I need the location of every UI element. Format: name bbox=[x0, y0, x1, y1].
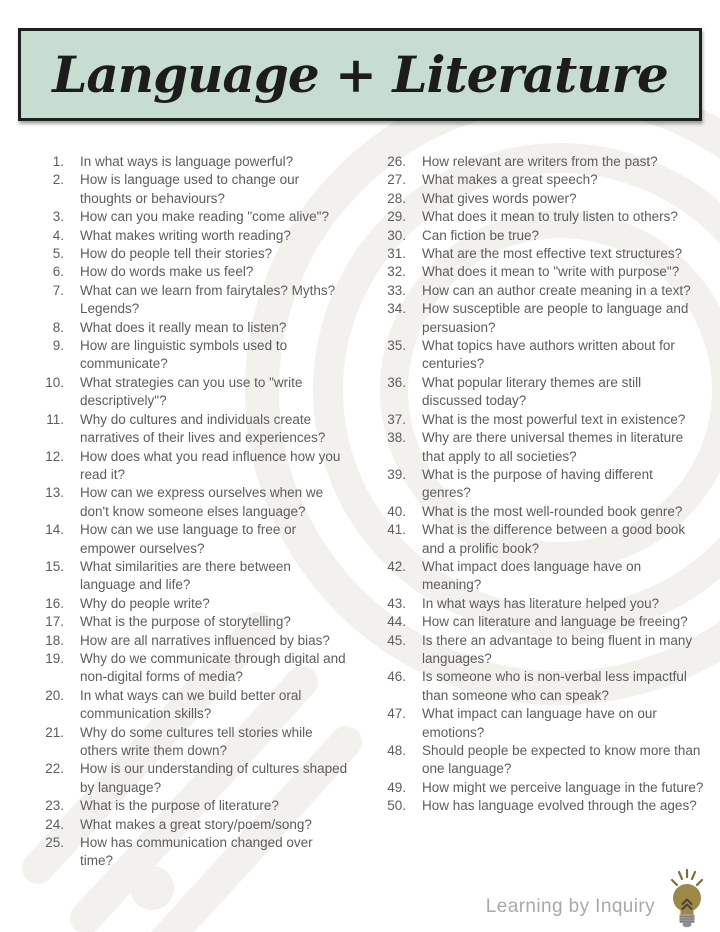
question-text: How has communication changed over time? bbox=[80, 835, 313, 869]
question-item bbox=[40, 411, 348, 448]
question-text: What strategies can you use to "write descriptively"? bbox=[80, 374, 303, 409]
question-number: 2. bbox=[52, 172, 64, 188]
question-number: 1. bbox=[52, 154, 64, 169]
question-column-left bbox=[40, 153, 348, 871]
question-text: How do words make us feel? bbox=[80, 264, 254, 280]
question-item bbox=[40, 760, 348, 797]
page-title: Language + Literature bbox=[52, 45, 668, 104]
question-text: What is the most powerful text in existence? bbox=[422, 411, 686, 427]
question-text: Should people be expected to know more than one language? bbox=[422, 743, 701, 777]
question-number: 25. bbox=[45, 835, 64, 851]
question-text: Why are there universal themes in literature that apply to all societies? bbox=[422, 430, 684, 464]
question-text: What similarities are there between language and life? bbox=[80, 558, 291, 593]
question-text: How susceptible are people to language and persuasion? bbox=[422, 301, 689, 335]
question-number: 18. bbox=[45, 632, 64, 648]
question-text: What makes writing worth reading? bbox=[80, 227, 291, 243]
question-number: 36. bbox=[387, 374, 406, 390]
question-number: 45. bbox=[387, 632, 406, 648]
question-item bbox=[40, 816, 348, 834]
question-number: 34. bbox=[387, 301, 406, 317]
question-number: 17. bbox=[45, 614, 64, 630]
question-text: What topics have authors written about for centuries? bbox=[422, 338, 675, 372]
question-number: 22. bbox=[45, 761, 64, 777]
question-number: 29. bbox=[387, 209, 406, 225]
question-number: 32. bbox=[387, 264, 406, 280]
question-item bbox=[382, 797, 704, 815]
question-number: 5. bbox=[52, 246, 64, 262]
question-item bbox=[40, 632, 348, 650]
question-number: 8. bbox=[52, 319, 64, 335]
question-item bbox=[40, 558, 348, 595]
question-text: What is the purpose of literature? bbox=[80, 798, 279, 814]
question-item bbox=[40, 650, 348, 687]
question-item bbox=[40, 337, 348, 374]
question-item bbox=[382, 227, 704, 245]
question-number: 39. bbox=[387, 466, 406, 482]
question-text: What can we learn from fairytales? Myths? Legends? bbox=[80, 282, 336, 317]
question-number: 3. bbox=[52, 209, 64, 225]
question-text: How does what you read influence how you read it? bbox=[80, 448, 341, 482]
question-item bbox=[40, 595, 348, 613]
question-text: How might we perceive language in the future? bbox=[422, 779, 704, 795]
question-number: 28. bbox=[387, 190, 406, 206]
question-item bbox=[382, 595, 704, 613]
brand-name: Learning by Inquiry bbox=[485, 896, 655, 917]
question-number: 21. bbox=[45, 724, 64, 740]
question-text: Why do people write? bbox=[80, 595, 210, 611]
question-item bbox=[382, 208, 704, 226]
question-text: What does it mean to "write with purpose"? bbox=[422, 264, 680, 280]
question-text: What are the most effective text structures? bbox=[422, 246, 683, 262]
question-item bbox=[40, 227, 348, 245]
question-number: 38. bbox=[387, 430, 406, 446]
question-item bbox=[40, 797, 348, 815]
question-item bbox=[40, 521, 348, 558]
question-item bbox=[382, 705, 704, 742]
question-item bbox=[40, 687, 348, 724]
question-text: What makes a great speech? bbox=[422, 172, 598, 188]
question-text: What is the difference between a good book and a prolific book? bbox=[422, 522, 686, 556]
question-text: How are all narratives influenced by bias? bbox=[80, 632, 330, 648]
question-item bbox=[40, 171, 348, 208]
question-text: Can fiction be true? bbox=[422, 227, 540, 243]
question-item bbox=[382, 558, 704, 595]
question-item bbox=[382, 668, 704, 705]
question-text: What is the purpose of storytelling? bbox=[80, 614, 291, 630]
question-item bbox=[382, 190, 704, 208]
question-text: How can we express ourselves when we don't know someone elses language? bbox=[80, 485, 324, 519]
question-item bbox=[382, 466, 704, 503]
question-number: 26. bbox=[387, 154, 406, 169]
question-number: 20. bbox=[45, 687, 64, 703]
question-number: 24. bbox=[45, 816, 64, 832]
question-number: 14. bbox=[45, 522, 64, 538]
question-text: What does it really mean to listen? bbox=[80, 319, 287, 335]
question-text: What is the purpose of having different genres? bbox=[422, 466, 653, 501]
question-item bbox=[382, 411, 704, 429]
question-item bbox=[40, 724, 348, 761]
question-item bbox=[382, 742, 704, 779]
question-text: How are linguistic symbols used to communicate? bbox=[80, 338, 288, 372]
question-item bbox=[40, 153, 348, 171]
question-number: 48. bbox=[387, 743, 406, 758]
question-number: 43. bbox=[387, 595, 406, 611]
question-number: 16. bbox=[45, 595, 64, 611]
question-text: What makes a great story/poem/song? bbox=[80, 816, 312, 832]
question-text: What impact can language have on our emotions? bbox=[422, 706, 657, 740]
question-text: Why do some cultures tell stories while others write them down? bbox=[80, 724, 313, 758]
question-text: What popular literary themes are still discussed today? bbox=[422, 374, 642, 409]
question-text: In what ways has literature helped you? bbox=[422, 595, 660, 611]
question-item bbox=[382, 521, 704, 558]
question-item bbox=[382, 632, 704, 669]
question-number: 30. bbox=[387, 227, 406, 243]
question-text: Is someone who is non-verbal less impactful than someone who can speak? bbox=[422, 669, 687, 703]
question-text: How do people tell their stories? bbox=[80, 246, 273, 262]
question-text: What impact does language have on meaning? bbox=[422, 558, 642, 593]
question-item bbox=[40, 208, 348, 226]
question-number: 27. bbox=[387, 172, 406, 188]
question-number: 15. bbox=[45, 558, 64, 574]
question-column-right bbox=[382, 153, 704, 871]
question-number: 6. bbox=[52, 264, 64, 280]
lightbulb-icon bbox=[663, 868, 710, 930]
question-text: What does it mean to truly listen to others? bbox=[422, 209, 678, 225]
question-text: Why do we communicate through digital and non-digital forms of media? bbox=[80, 650, 346, 685]
question-item bbox=[40, 282, 348, 319]
question-item bbox=[382, 245, 704, 263]
question-number: 41. bbox=[387, 522, 406, 538]
question-number: 12. bbox=[45, 448, 64, 464]
question-number: 9. bbox=[52, 338, 64, 354]
question-item bbox=[40, 245, 348, 263]
question-item bbox=[40, 613, 348, 631]
question-text: In what ways can we build better oral communication skills? bbox=[80, 687, 302, 722]
question-number: 10. bbox=[45, 374, 64, 390]
question-text: Why do cultures and individuals create narratives of their lives and experiences? bbox=[80, 411, 326, 446]
question-number: 49. bbox=[387, 779, 406, 795]
question-item bbox=[40, 834, 348, 871]
question-text: What gives words power? bbox=[422, 190, 577, 206]
question-number: 42. bbox=[387, 558, 406, 574]
question-number: 47. bbox=[387, 706, 406, 722]
question-number: 4. bbox=[52, 227, 64, 243]
question-item bbox=[40, 448, 348, 485]
question-text: In what ways is language powerful? bbox=[80, 154, 294, 169]
question-number: 7. bbox=[52, 282, 64, 298]
question-item bbox=[382, 613, 704, 631]
question-text: How can an author create meaning in a text? bbox=[422, 282, 691, 298]
question-number: 23. bbox=[45, 798, 64, 814]
question-number: 13. bbox=[45, 485, 64, 501]
question-list bbox=[40, 153, 706, 871]
question-item bbox=[382, 337, 704, 374]
question-item bbox=[382, 153, 704, 171]
question-number: 50. bbox=[387, 798, 406, 814]
question-number: 11. bbox=[46, 411, 64, 427]
question-item bbox=[40, 319, 348, 337]
question-item bbox=[40, 374, 348, 411]
question-item bbox=[382, 300, 704, 337]
question-item bbox=[382, 374, 704, 411]
question-text: How is language used to change our thoughts or behaviours? bbox=[80, 172, 300, 206]
question-number: 19. bbox=[45, 650, 64, 666]
question-number: 40. bbox=[387, 503, 406, 519]
question-text: How can we use language to free or empower ourselves? bbox=[80, 522, 297, 556]
question-number: 33. bbox=[387, 282, 406, 298]
question-number: 31. bbox=[387, 246, 406, 262]
question-text: How can literature and language be freeing? bbox=[422, 614, 688, 630]
question-number: 46. bbox=[387, 669, 406, 685]
question-item bbox=[382, 282, 704, 300]
question-text: How is our understanding of cultures shaped by language? bbox=[80, 761, 348, 795]
question-number: 44. bbox=[387, 614, 406, 630]
question-text: How can you make reading "come alive"? bbox=[80, 209, 329, 225]
question-number: 37. bbox=[387, 411, 406, 427]
question-text: How has language evolved through the ages? bbox=[422, 798, 697, 814]
question-item bbox=[40, 263, 348, 281]
title-banner bbox=[18, 28, 702, 121]
question-text: Is there an advantage to being fluent in many languages? bbox=[422, 632, 693, 666]
question-item bbox=[382, 779, 704, 797]
question-item bbox=[40, 484, 348, 521]
question-item bbox=[382, 429, 704, 466]
question-item bbox=[382, 263, 704, 281]
question-item bbox=[382, 503, 704, 521]
question-number: 35. bbox=[387, 338, 406, 354]
question-text: How relevant are writers from the past? bbox=[422, 154, 658, 169]
question-text: What is the most well-rounded book genre? bbox=[422, 503, 683, 519]
footer bbox=[486, 866, 710, 932]
question-item bbox=[382, 171, 704, 189]
